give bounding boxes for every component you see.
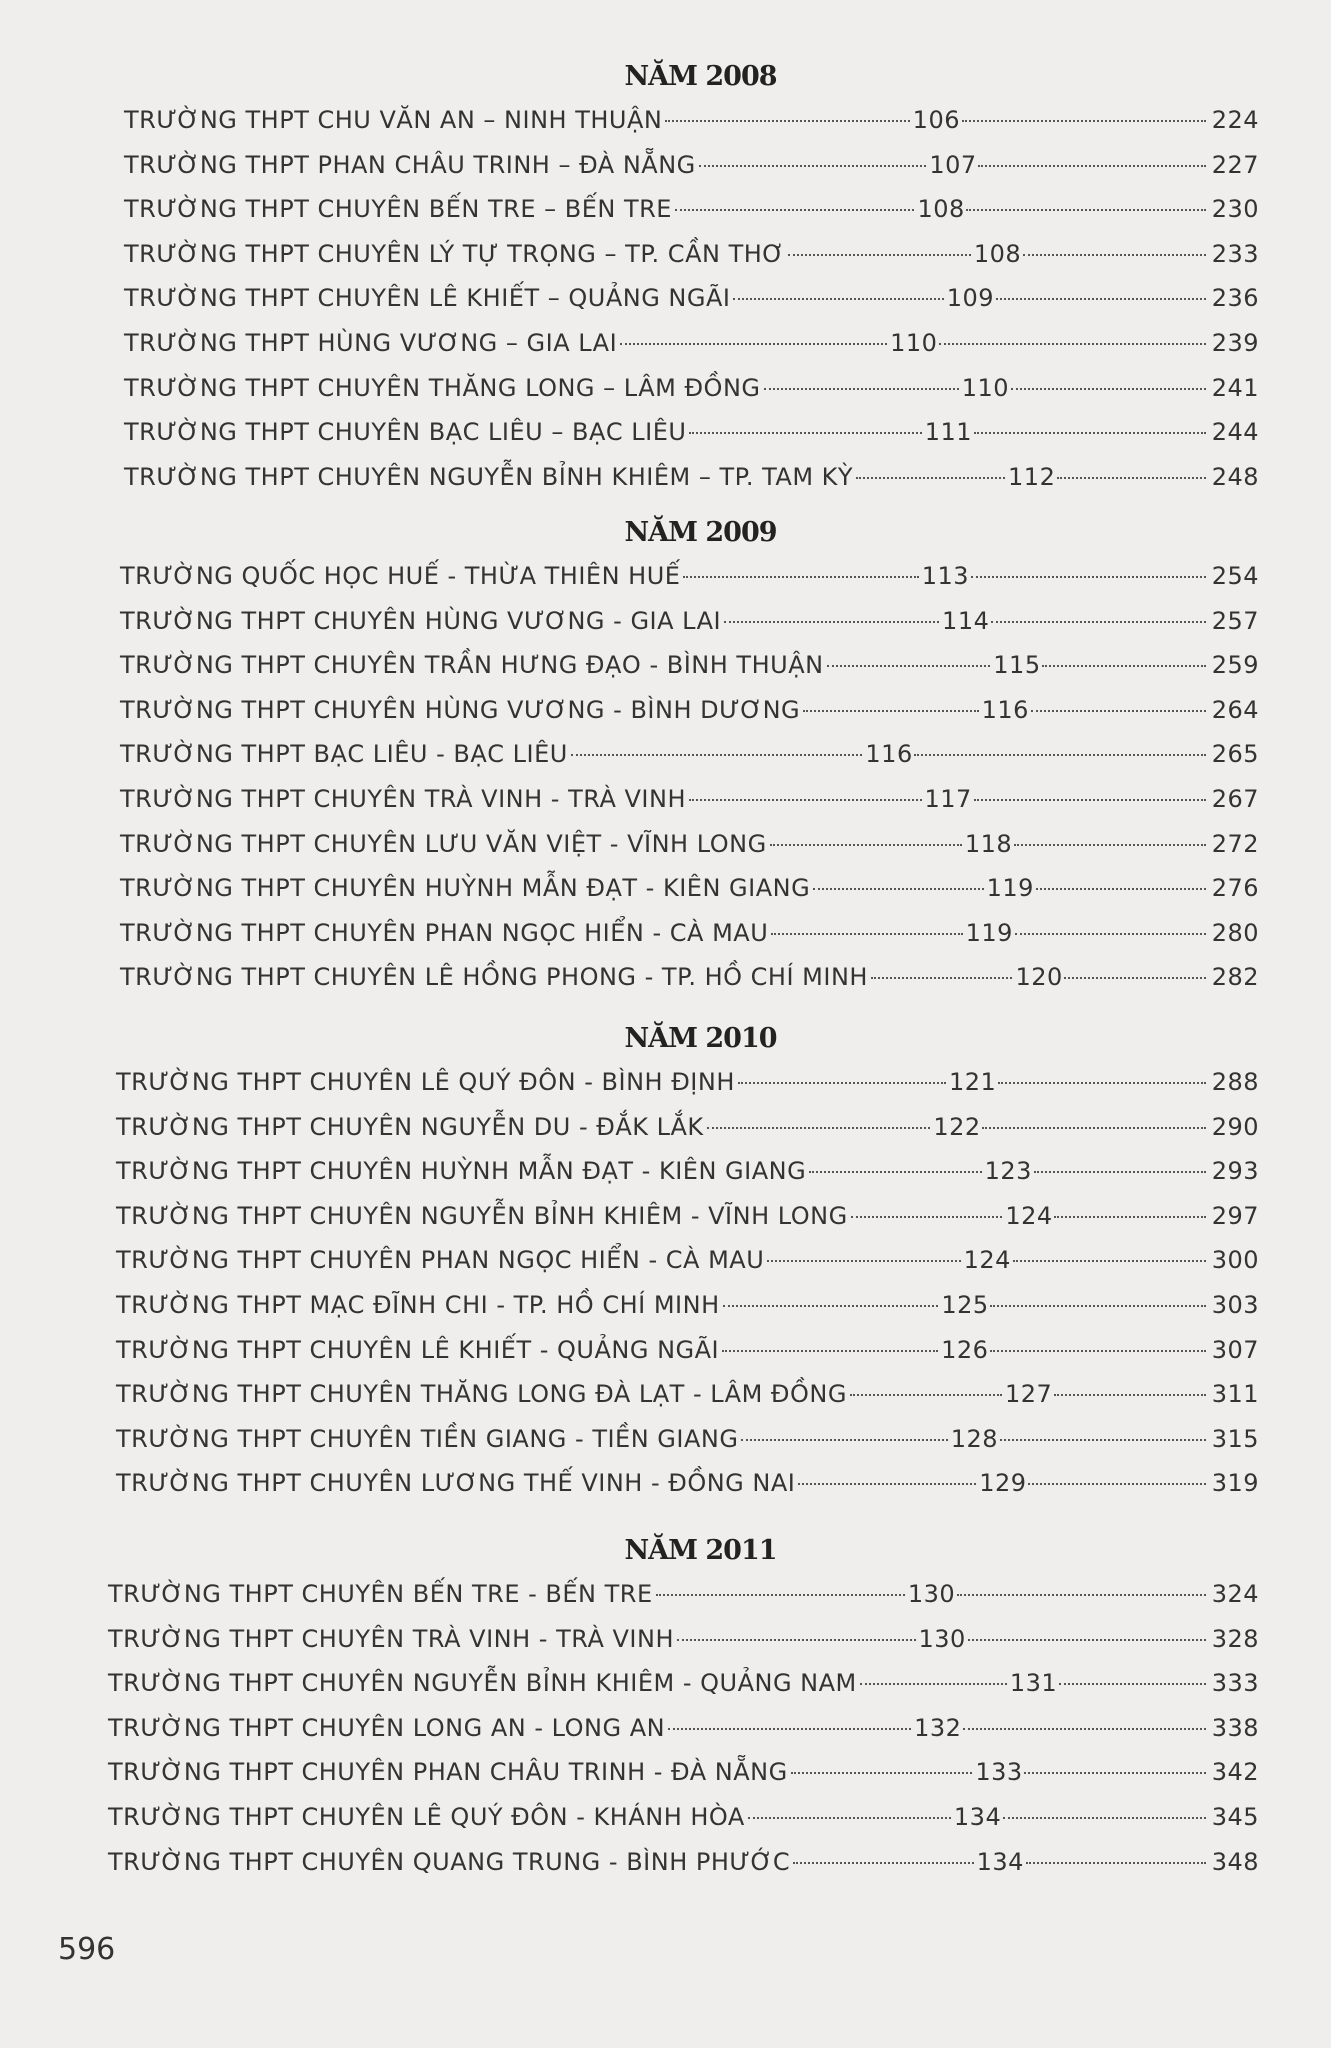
- dot-leader: [723, 1305, 939, 1307]
- toc-entry: [124, 321, 1259, 366]
- solution-page-number: 254: [1211, 562, 1259, 590]
- solution-page-number: 236: [1211, 284, 1260, 313]
- solution-page-number: 272: [1211, 829, 1260, 858]
- dot-leader: [733, 298, 943, 300]
- toc-entry: [108, 1617, 1259, 1662]
- problem-page-number: 111: [924, 418, 973, 447]
- school-name: TRƯỜNG THPT CHUYÊN LÊ KHIẾT – QUẢNG NGÃI: [124, 284, 731, 313]
- school-name: TRƯỜNG THPT CHUYÊN PHAN NGỌC HIỂN - CÀ MAU: [120, 918, 769, 947]
- solution-page-number: 345: [1211, 1802, 1259, 1831]
- dot-leader: [770, 844, 962, 846]
- toc-entry: [116, 1283, 1259, 1328]
- toc-entry: [108, 1795, 1259, 1840]
- dot-leader: [767, 1260, 960, 1262]
- solution-page-number: 348: [1211, 1847, 1259, 1876]
- toc-entry: [116, 1149, 1259, 1194]
- toc-entry: [116, 1105, 1259, 1150]
- problem-page-number: 112: [1008, 462, 1056, 491]
- dot-leader: [764, 388, 959, 390]
- problem-page-number: 133: [975, 1758, 1023, 1787]
- toc-entry: [116, 1372, 1259, 1417]
- dot-leader: [1000, 1439, 1206, 1441]
- school-name: TRƯỜNG THPT CHUYÊN LƯU VĂN VIỆT - VĨNH LONG: [120, 829, 767, 858]
- dot-leader: [1057, 477, 1206, 479]
- problem-page-number: 120: [1015, 963, 1063, 992]
- problem-page-number: 131: [1009, 1669, 1058, 1698]
- school-name: TRƯỜNG THPT CHUYÊN BẾN TRE – BẾN TRE: [124, 195, 672, 224]
- toc-entry: [116, 1194, 1259, 1239]
- toc-entry: [120, 554, 1259, 599]
- solution-page-number: 324: [1211, 1580, 1260, 1608]
- solution-page-number: 244: [1211, 418, 1260, 447]
- dot-leader: [1023, 254, 1206, 256]
- dot-leader: [957, 1594, 1206, 1596]
- dot-leader: [771, 933, 962, 935]
- dot-leader: [856, 477, 1005, 479]
- dot-leader: [803, 710, 978, 712]
- solution-page-number: 328: [1211, 1624, 1259, 1653]
- school-name: TRƯỜNG THPT CHUYÊN HUỲNH MẪN ĐẠT - KIÊN GIANG: [120, 874, 811, 903]
- toc-entry: [120, 822, 1259, 867]
- toc-entry: [108, 1750, 1259, 1795]
- problem-page-number: 129: [979, 1469, 1027, 1498]
- school-name: TRƯỜNG THPT PHAN CHÂU TRINH – ĐÀ NẴNG: [124, 150, 696, 179]
- dot-leader: [793, 1862, 973, 1864]
- dot-leader: [1036, 888, 1206, 890]
- problem-page-number: 124: [963, 1246, 1011, 1275]
- toc-entry: [120, 732, 1259, 777]
- toc-entry: [116, 1461, 1259, 1506]
- solution-page-number: 315: [1211, 1424, 1260, 1453]
- problem-page-number: 125: [941, 1290, 989, 1319]
- solution-page-number: 267: [1211, 784, 1259, 813]
- dot-leader: [1054, 1394, 1206, 1396]
- school-name: TRƯỜNG THPT CHUYÊN NGUYỄN DU - ĐẮK LẮK: [116, 1112, 704, 1141]
- dot-leader: [1014, 844, 1206, 846]
- dot-leader: [620, 343, 887, 345]
- problem-page-number: 108: [973, 239, 1022, 268]
- dot-leader: [971, 576, 1206, 578]
- section-2010: [0, 1014, 1331, 1506]
- section-2011: [0, 1526, 1331, 1884]
- dot-leader: [707, 1127, 931, 1129]
- school-name: TRƯỜNG THPT CHUYÊN LÊ QUÝ ĐÔN - KHÁNH HÒA: [108, 1802, 745, 1831]
- solution-page-number: 265: [1211, 740, 1259, 769]
- school-name: TRƯỜNG QUỐC HỌC HUẾ - THỪA THIÊN HUẾ: [120, 562, 681, 590]
- school-name: TRƯỜNG THPT CHUYÊN LÊ QUÝ ĐÔN - BÌNH ĐỊNH: [116, 1068, 735, 1096]
- problem-page-number: 132: [914, 1713, 962, 1742]
- dot-leader: [722, 1350, 938, 1352]
- dot-leader: [850, 1394, 1002, 1396]
- solution-page-number: 227: [1211, 150, 1259, 179]
- dot-leader: [871, 977, 1013, 979]
- solution-page-number: 303: [1211, 1290, 1259, 1319]
- dot-leader: [724, 621, 939, 623]
- solution-page-number: 293: [1211, 1157, 1259, 1186]
- toc-entry: [120, 866, 1259, 911]
- school-name: TRƯỜNG THPT CHUYÊN BẾN TRE - BẾN TRE: [108, 1580, 653, 1608]
- toc-entry: [124, 232, 1259, 277]
- dot-leader: [1024, 1772, 1206, 1774]
- dot-leader: [683, 576, 918, 578]
- dot-leader: [982, 1127, 1206, 1129]
- solution-page-number: 290: [1211, 1112, 1260, 1141]
- toc-entry: [108, 1661, 1259, 1706]
- dot-leader: [689, 799, 922, 801]
- dot-leader: [968, 1639, 1207, 1641]
- toc-entry: [120, 643, 1259, 688]
- toc-entry: [124, 455, 1259, 500]
- toc-entry: [124, 276, 1259, 321]
- solution-page-number: 241: [1211, 373, 1259, 402]
- solution-page-number: 282: [1211, 963, 1260, 992]
- dot-leader: [1026, 1862, 1206, 1864]
- problem-page-number: 119: [965, 918, 1013, 947]
- problem-page-number: 123: [984, 1157, 1032, 1186]
- toc-entry: [120, 955, 1259, 1000]
- problem-page-number: 124: [1005, 1201, 1053, 1230]
- dot-leader: [914, 754, 1206, 756]
- problem-page-number: 130: [918, 1624, 966, 1653]
- section-year-heading: NĂM 2011: [624, 1535, 777, 1566]
- dot-leader: [974, 799, 1207, 801]
- problem-page-number: 106: [912, 106, 960, 134]
- dot-leader: [798, 1483, 976, 1485]
- toc-entry: [108, 1706, 1259, 1751]
- problem-page-number: 134: [953, 1802, 1002, 1831]
- dot-leader: [1059, 1683, 1206, 1685]
- solution-page-number: 280: [1211, 918, 1259, 947]
- problem-page-number: 113: [921, 562, 970, 590]
- school-name: TRƯỜNG THPT CHUYÊN HÙNG VƯƠNG - GIA LAI: [120, 606, 722, 635]
- section-year-heading: NĂM 2008: [624, 61, 777, 92]
- solution-page-number: 311: [1211, 1380, 1259, 1409]
- solution-page-number: 333: [1211, 1669, 1259, 1698]
- toc-entry: [120, 777, 1259, 822]
- school-name: TRƯỜNG THPT CHUYÊN TRÀ VINH - TRÀ VINH: [108, 1624, 674, 1653]
- solution-page-number: 276: [1211, 874, 1259, 903]
- problem-page-number: 127: [1004, 1380, 1053, 1409]
- solution-page-number: 257: [1211, 606, 1259, 635]
- dot-leader: [699, 165, 927, 167]
- section-2008: [0, 52, 1331, 499]
- toc-entry: [124, 410, 1259, 455]
- dot-leader: [990, 1305, 1206, 1307]
- dot-leader: [675, 209, 915, 211]
- dot-leader: [689, 432, 921, 434]
- school-name: TRƯỜNG THPT HÙNG VƯƠNG – GIA LAI: [124, 328, 618, 357]
- dot-leader: [809, 1171, 981, 1173]
- school-name: TRƯỜNG THPT CHUYÊN LÝ TỰ TRỌNG – TP. CẦN THƠ: [124, 239, 785, 268]
- dot-leader: [1064, 977, 1206, 979]
- dot-leader: [939, 343, 1206, 345]
- toc-entry: [124, 366, 1259, 411]
- school-name: TRƯỜNG THPT CHUYÊN BẠC LIÊU – BẠC LIÊU: [124, 418, 687, 447]
- solution-page-number: 342: [1211, 1758, 1259, 1787]
- dot-leader: [851, 1216, 1003, 1218]
- school-name: TRƯỜNG THPT CHUYÊN TIỀN GIANG - TIỀN GIANG: [116, 1424, 739, 1453]
- dot-leader: [962, 120, 1206, 122]
- dot-leader: [1034, 1171, 1206, 1173]
- dot-leader: [1028, 1483, 1206, 1485]
- dot-leader: [741, 1439, 947, 1441]
- school-name: TRƯỜNG THPT CHUYÊN LONG AN - LONG AN: [108, 1713, 666, 1742]
- problem-page-number: 134: [976, 1847, 1024, 1876]
- dot-leader: [1054, 1216, 1206, 1218]
- problem-page-number: 116: [865, 740, 913, 769]
- dot-leader: [1042, 665, 1206, 667]
- solution-page-number: 259: [1211, 651, 1259, 680]
- dot-leader: [990, 1350, 1206, 1352]
- school-name: TRƯỜNG THPT CHUYÊN NGUYỄN BỈNH KHIÊM - QUẢNG NAM: [108, 1669, 857, 1698]
- dot-leader: [827, 665, 991, 667]
- school-name: TRƯỜNG THPT CHUYÊN QUANG TRUNG - BÌNH PHƯỚC: [108, 1847, 791, 1876]
- school-name: TRƯỜNG THPT MẠC ĐĨNH CHI - TP. HỒ CHÍ MINH: [116, 1290, 720, 1319]
- solution-page-number: 319: [1211, 1469, 1260, 1498]
- dot-leader: [991, 621, 1206, 623]
- problem-page-number: 117: [924, 784, 972, 813]
- school-name: TRƯỜNG THPT CHUYÊN THĂNG LONG ĐÀ LẠT - LÂM ĐỒNG: [116, 1380, 847, 1409]
- problem-page-number: 126: [941, 1335, 989, 1364]
- solution-page-number: 307: [1211, 1335, 1260, 1364]
- dot-leader: [813, 888, 983, 890]
- dot-leader: [656, 1594, 905, 1596]
- dot-leader: [738, 1082, 946, 1084]
- toc-entry: [120, 911, 1259, 956]
- dot-leader: [571, 754, 863, 756]
- school-name: TRƯỜNG THPT CHUYÊN THĂNG LONG – LÂM ĐỒNG: [124, 373, 761, 402]
- toc-entry: [108, 1840, 1259, 1885]
- problem-page-number: 109: [946, 284, 995, 313]
- problem-page-number: 115: [993, 651, 1041, 680]
- toc-entry: [124, 98, 1259, 143]
- toc-entry: [108, 1572, 1259, 1617]
- section-2009: [0, 508, 1331, 1000]
- dot-leader: [860, 1683, 1007, 1685]
- school-name: TRƯỜNG THPT CHUYÊN HÙNG VƯƠNG - BÌNH DƯƠNG: [120, 695, 801, 724]
- problem-page-number: 110: [890, 328, 938, 357]
- solution-page-number: 338: [1211, 1713, 1260, 1742]
- dot-leader: [963, 1728, 1206, 1730]
- dot-leader: [996, 298, 1206, 300]
- school-name: TRƯỜNG THPT CHUYÊN TRẦN HƯNG ĐẠO - BÌNH THUẬN: [120, 651, 824, 680]
- dot-leader: [791, 1772, 973, 1774]
- dot-leader: [1015, 933, 1206, 935]
- dot-leader: [748, 1817, 951, 1819]
- solution-page-number: 224: [1211, 106, 1259, 134]
- solution-page-number: 230: [1211, 195, 1260, 224]
- toc-entry: [120, 599, 1259, 644]
- toc-entry: [116, 1060, 1259, 1105]
- section-year-heading: NĂM 2010: [624, 1023, 777, 1054]
- page-number: 596: [58, 1932, 116, 1967]
- toc-entry: [116, 1328, 1259, 1373]
- school-name: TRƯỜNG THPT CHUYÊN TRÀ VINH - TRÀ VINH: [120, 784, 686, 813]
- dot-leader: [1013, 1260, 1206, 1262]
- dot-leader: [978, 165, 1206, 167]
- solution-page-number: 248: [1211, 462, 1259, 491]
- dot-leader: [788, 254, 971, 256]
- school-name: TRƯỜNG THPT CHUYÊN LÊ KHIẾT - QUẢNG NGÃI: [116, 1335, 720, 1364]
- solution-page-number: 264: [1211, 695, 1259, 724]
- problem-page-number: 108: [917, 195, 965, 224]
- school-name: TRƯỜNG THPT CHUYÊN HUỲNH MẪN ĐẠT - KIÊN GIANG: [116, 1157, 807, 1186]
- dot-leader: [974, 432, 1206, 434]
- problem-page-number: 114: [942, 606, 990, 635]
- toc-entry: [124, 143, 1259, 188]
- toc-entry: [116, 1417, 1259, 1462]
- school-name: TRƯỜNG THPT CHUYÊN PHAN NGỌC HIỂN - CÀ MAU: [116, 1246, 765, 1275]
- school-name: TRƯỜNG THPT CHUYÊN LÊ HỒNG PHONG - TP. HỒ CHÍ MINH: [120, 963, 868, 992]
- section-year-heading: NĂM 2009: [624, 517, 777, 548]
- school-name: TRƯỜNG THPT CHUYÊN NGUYỄN BỈNH KHIÊM – TP. TAM KỲ: [124, 462, 854, 491]
- dot-leader: [1011, 388, 1206, 390]
- problem-page-number: 119: [986, 874, 1034, 903]
- dot-leader: [966, 209, 1206, 211]
- school-name: TRƯỜNG THPT CHUYÊN LƯƠNG THẾ VINH - ĐỒNG NAI: [116, 1469, 796, 1498]
- problem-page-number: 110: [961, 373, 1010, 402]
- dot-leader: [665, 120, 909, 122]
- problem-page-number: 122: [933, 1112, 981, 1141]
- problem-page-number: 121: [948, 1068, 997, 1096]
- solution-page-number: 233: [1211, 239, 1259, 268]
- solution-page-number: 300: [1211, 1246, 1259, 1275]
- solution-page-number: 288: [1211, 1068, 1260, 1096]
- problem-page-number: 128: [950, 1424, 999, 1453]
- dot-leader: [1031, 710, 1206, 712]
- dot-leader: [677, 1639, 916, 1641]
- dot-leader: [998, 1082, 1206, 1084]
- problem-page-number: 116: [981, 695, 1029, 724]
- toc-entry: [116, 1238, 1259, 1283]
- school-name: TRƯỜNG THPT BẠC LIÊU - BẠC LIÊU: [120, 740, 568, 769]
- school-name: TRƯỜNG THPT CHUYÊN NGUYỄN BỈNH KHIÊM - VĨNH LONG: [116, 1201, 848, 1230]
- problem-page-number: 130: [907, 1580, 956, 1608]
- toc-entry: [124, 187, 1259, 232]
- school-name: TRƯỜNG THPT CHUYÊN PHAN CHÂU TRINH - ĐÀ NẴNG: [108, 1758, 788, 1787]
- dot-leader: [1003, 1817, 1206, 1819]
- toc-entry: [120, 688, 1259, 733]
- solution-page-number: 239: [1211, 328, 1259, 357]
- problem-page-number: 118: [964, 829, 1013, 858]
- dot-leader: [668, 1728, 911, 1730]
- school-name: TRƯỜNG THPT CHU VĂN AN – NINH THUẬN: [124, 106, 663, 134]
- problem-page-number: 107: [929, 150, 977, 179]
- solution-page-number: 297: [1211, 1201, 1260, 1230]
